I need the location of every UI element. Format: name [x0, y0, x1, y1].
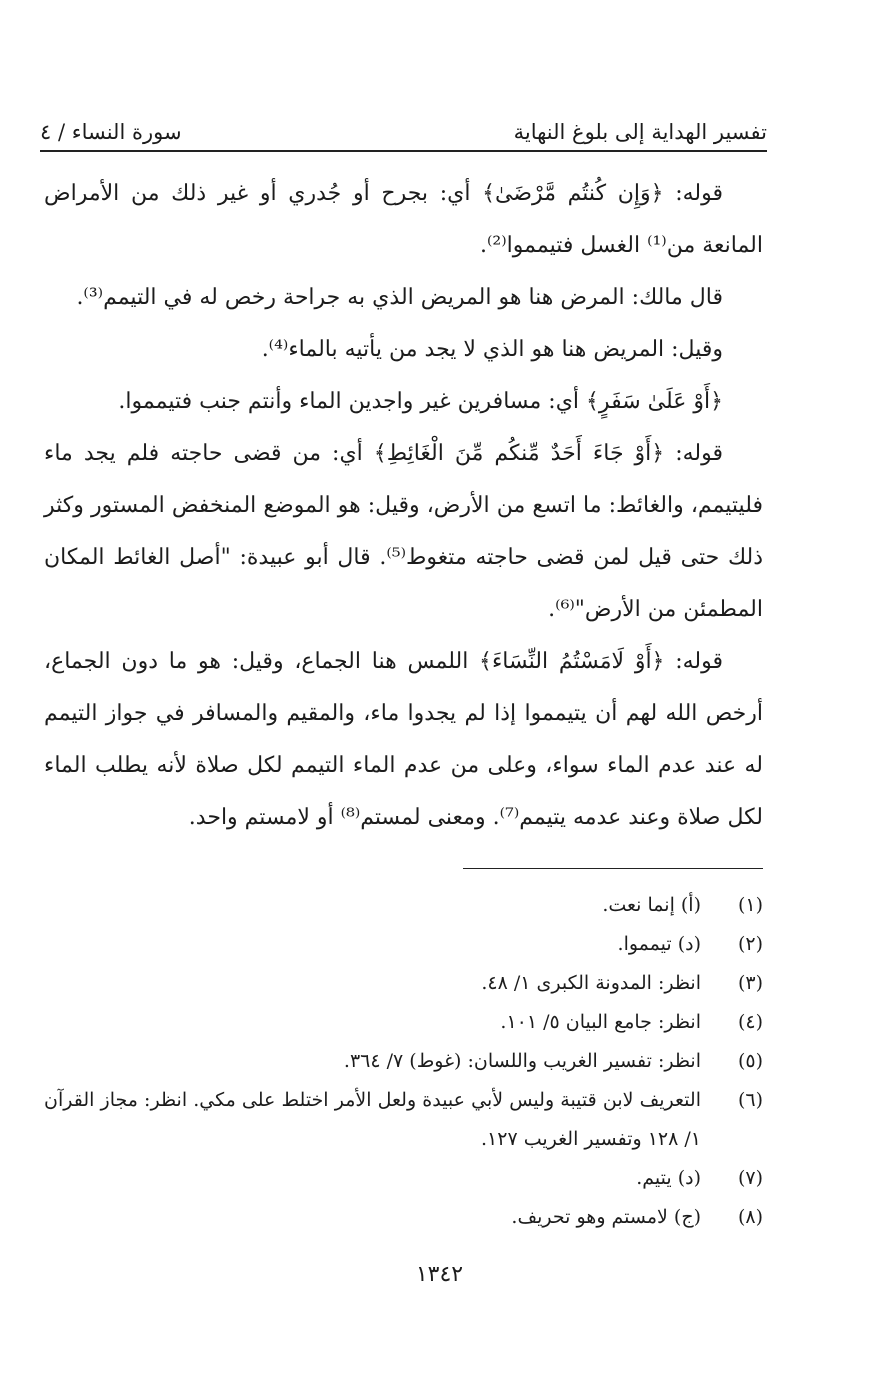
paragraph: وقيل: المريض هنا هو الذي لا يجد من يأتيه بالماء⁽⁴⁾. — [261, 337, 723, 362]
footnote-text: انظر: تفسير الغريب واللسان: (غوط) ٧/ ٣٦٤. — [343, 1050, 701, 1072]
footnote-number: (٨) — [737, 1206, 763, 1228]
footnote — [44, 964, 763, 1003]
footnote-text: التعريف لابن قتيبة وليس لأبي عبيدة ولعل الأمر اختلط على مكي. انظر: مجاز القرآن ١/ ١٢٨ وتفسير الغريب ١٢٧. — [44, 1089, 701, 1150]
footnote-number: (٧) — [737, 1167, 763, 1189]
footnote — [44, 1003, 763, 1042]
footnote-text: (ج) لامستم وهو تحريف. — [511, 1206, 701, 1228]
footnote-text: (أ) إنما نعت. — [602, 894, 701, 916]
footnote — [44, 1159, 763, 1198]
footnote-number: (٦) — [737, 1089, 763, 1111]
main-text — [44, 168, 763, 844]
paragraph: قوله: ﴿أَوْ لَامَسْتُمُ النِّسَاءَ﴾ اللمس هنا الجماع، وقيل: هو ما دون الجماع، أرخص الله لهم أن يتيمموا إذا لم يجدوا ماء، والمقيم والمسافر في جواز التيمم له عند عدم الماء سواء، وعلى من عدم الماء التيمم لكل صلاة لأنه يطلب الماء لكل صلاة وعند عدمه يتيمم⁽⁷⁾. ومعنى لمستم⁽⁸⁾ أو لامستم واحد. — [44, 649, 763, 830]
footnote-number: (٢) — [737, 933, 763, 955]
footnote-text: (د) يتيم. — [636, 1167, 701, 1189]
paragraph: قوله: ﴿أَوْ جَاءَ أَحَدٌ مِّنكُم مِّنَ الْغَائِطِ﴾ أي: من قضى حاجته فلم يجد ماء فليتيمم، والغائط: ما اتسع من الأرض، وقيل: هو الموضع المنخفض المستور وكثر ذلك حتى قيل لمن قضى حاجته متغوط⁽⁵⁾. قال أبو عبيدة: "أصل الغائط المكان المطمئن من الأرض"⁽⁶⁾. — [44, 441, 763, 622]
surah-label: سورة النساء / ٤ — [40, 120, 182, 144]
footnote — [44, 925, 763, 964]
book-title: تفسير الهداية إلى بلوغ النهاية — [513, 120, 767, 144]
footnote-number: (١) — [737, 894, 763, 916]
footnote — [44, 1042, 763, 1081]
header-rule — [40, 150, 767, 152]
paragraph: قوله: ﴿وَإِن كُنتُم مَّرْضَىٰ﴾ أي: بجرح أو جُدري أو غير ذلك من الأمراض المانعة من⁽¹⁾ الغسل فتيمموا⁽²⁾. — [44, 181, 763, 258]
footnote-text: (د) تيمموا. — [617, 933, 701, 955]
page-number: ١٣٤٢ — [415, 1262, 464, 1287]
paragraph: ﴿أَوْ عَلَىٰ سَفَرٍ﴾ أي: مسافرين غير واجدين الماء وأنتم جنب فتيمموا. — [118, 389, 723, 414]
footnotes — [44, 886, 763, 1237]
footnote-number: (٤) — [737, 1011, 763, 1033]
footnote-rule — [463, 868, 763, 869]
running-header — [40, 108, 767, 144]
footnote-number: (٥) — [737, 1050, 763, 1072]
footnote-text: انظر: جامع البيان ٥/ ١٠١. — [500, 1011, 701, 1033]
footnote-text: انظر: المدونة الكبرى ١/ ٤٨. — [481, 972, 701, 994]
footnote — [44, 1081, 763, 1159]
footnote-number: (٣) — [737, 972, 763, 994]
footnote — [44, 886, 763, 925]
footnote — [44, 1198, 763, 1237]
paragraph: قال مالك: المرض هنا هو المريض الذي به جراحة رخص له في التيمم⁽³⁾. — [76, 285, 723, 310]
